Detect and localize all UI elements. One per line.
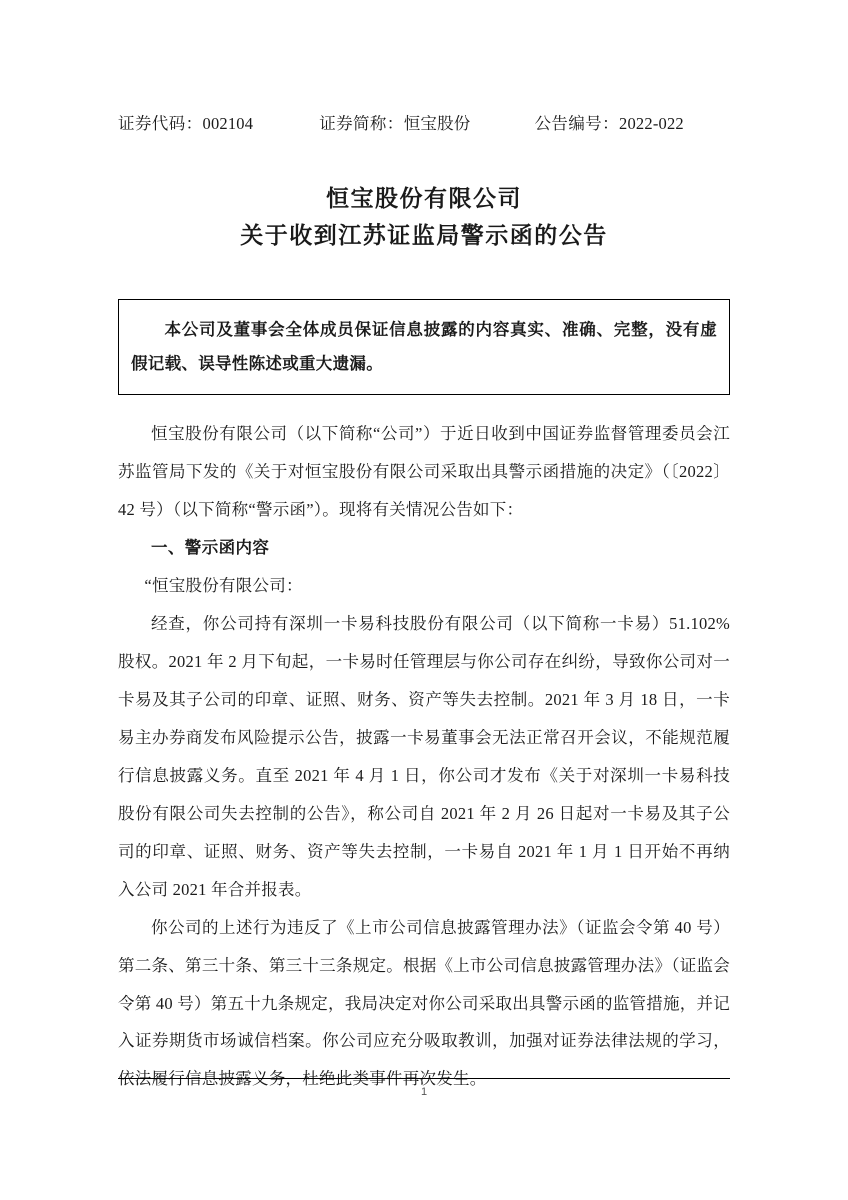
document-header-meta [118, 0, 730, 134]
page-number: 1 [420, 1086, 428, 1098]
section-heading-one: 一、警示函内容 [151, 538, 270, 558]
page-title-company: 恒宝股份有限公司 [326, 186, 522, 211]
announcement-number-label: 公告编号： [534, 114, 620, 133]
security-code-value: 002104 [202, 114, 254, 133]
document-body [118, 415, 730, 1098]
intro-paragraph: 恒宝股份有限公司（以下简称“公司”）于近日收到中国证券监督管理委员会江苏监管局下发的《关于对恒宝股份有限公司采取出具警示函措施的决定》（〔2022〕42 号）（以下简称“警示函”）。现将有关情况公告如下： [118, 424, 730, 520]
security-abbreviation-value: 恒宝股份 [403, 114, 471, 133]
page-footer [118, 1078, 730, 1200]
disclaimer-text: 本公司及董事会全体成员保证信息披露的内容真实、准确、完整，没有虚假记载、误导性陈述或重大遗漏。 [131, 319, 717, 374]
finding-paragraph: 经查，你公司持有深圳一卡易科技股份有限公司（以下简称一卡易）51.102%股权。2021 年 2 月下旬起，一卡易时任管理层与你公司存在纠纷，导致你公司对一卡易及其子公司的印章、证照、财务、资产等失去控制。2021 年 3 月 18 日，一卡易主办券商发布风险提示公告，披露一卡易董事会无法正常召开会议，不能规范履行信息披露义务。直至 2021 年 4 月 1 日，你公司才发布《关于对深圳一卡易科技股份有限公司失去控制的公告》，称公司自 2021 年 2 月 26 日起对一卡易及其子公司的印章、证照、财务、资产等失去控制，一卡易自 2021 年 1 月 1 日开始不再纳入公司 2021 年合并报表。 [118, 614, 731, 899]
announcement-number [535, 110, 684, 134]
disclaimer-box [118, 299, 730, 396]
decision-paragraph: 你公司的上述行为违反了《上市公司信息披露管理办法》（证监会令第 40 号）第二条、第三十条、第三十三条规定。根据《上市公司信息披露管理办法》（证监会令第 40 号）第五十九条规定，我局决定对你公司采取出具警示函的监管措施，并记入证券期货市场诚信档案。你公司应充分吸取教训，加强对证券法律法规的学习，依法履行信息披露义务，杜绝此类事件再次发生。 [118, 917, 730, 1089]
document-title-block [118, 180, 730, 255]
security-code [118, 110, 253, 134]
page-title-subject: 关于收到江苏证监局警示函的公告 [240, 223, 608, 249]
security-code-label: 证券代码： [118, 114, 203, 133]
security-abbreviation [319, 110, 470, 134]
footer-divider [118, 1078, 730, 1079]
announcement-number-value: 2022-022 [619, 114, 684, 133]
security-abbreviation-label: 证券简称： [319, 114, 404, 133]
letter-addressee: “恒宝股份有限公司： [144, 576, 303, 596]
